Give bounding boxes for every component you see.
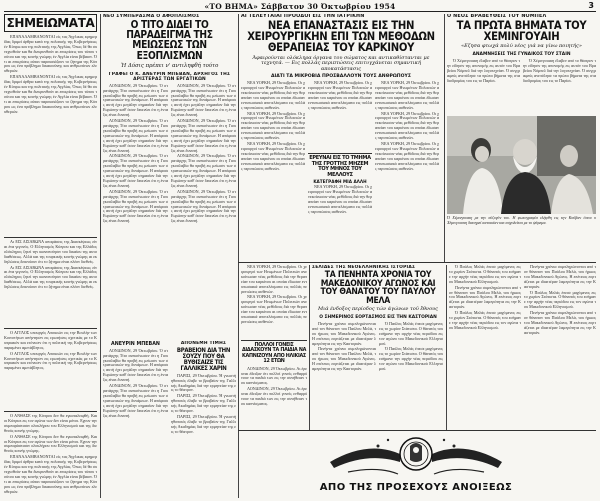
tito-headline: Ο ΤΙΤΟ ΔΙΔΕΙ ΤΟ ΠΑΡΑΔΕΙΓΜΑ ΤΗΣ ΜΕΙΩΣΕΩΣ ΤΩΝ ΕΞΟΠΛΙΣΜΩΝ bbox=[126, 20, 213, 62]
column-rule bbox=[444, 14, 445, 262]
hemingway-photo-image bbox=[447, 116, 596, 214]
hemingway-text-2: Ό Χέμινγουαιη έλαβεν από το θέατρον την είδησιν της απονομής εις αυτόν του Βραβείου Νόμπελ διά την λογοτεχνίαν. Ό συγγραφεύς ανεπόλησε τα πρώτα βήματα της σταδιοδρομίας του εις το Παρίσι. bbox=[523, 58, 596, 83]
medicine-kicker: ΑΙ ΤΕΛΕΥΤΑΙΑΙ ΠΡΟΟΔΟΙ ΕΙΣ ΤΗΝ ΙΑΤΡΙΚΗΝ bbox=[241, 14, 365, 19]
tito-kicker: ΝΕΟ ΣΥΜΠΕΡΑΣΜΑ Ο ΑΦΟΠΛΙΣΜΟΣ bbox=[103, 14, 200, 19]
smoking-text-2: ΛΟΝΔΙΝΟΝ, 29 Όκτωβρίου. Αι έρευναι έδειξαν ότι πολλοί γονείς ενθαρρύνουν τα παιδιά των εις την συνήθειαν του καπνίσματος. bbox=[241, 386, 307, 406]
notes-paragraph-1 bbox=[4, 35, 97, 235]
grotto-body bbox=[308, 185, 372, 262]
column-rule bbox=[446, 265, 447, 430]
hemingway-caption: Ό Χέμινγουαιη με την σύζυγόν του. Η φωτογραφία ελήφθη εις την Κούβαν όπου ο Χέμινγουαιη διατηρεί κατοικίαν και ασχολείται με το ψάρεμα. bbox=[447, 216, 596, 225]
section-title: ΣΗΜΕΙΩΜΑΤΑ bbox=[4, 14, 97, 32]
grotto-text-1: ΝΕΑ ΥΟΡΚΗ, 29 Όκτωβρίου. Οι χειρουργοί των Ηνωμένων Πολιτειών ανεκοίνωσαν νέας μεθόδους διά την θεραπείαν του καρκίνου αι οποίαι έδωσαν εντυπωσιακά αποτελέσματα εις πολλάς περιπτώσεις ασθενών. bbox=[308, 185, 372, 215]
bevan-byline: ΓΡΆΦΕΙ Ο Κ. ΑΝΕΥΡΙΝ ΜΠΕΒΑΝ, ΑΡΧΗΓΟΣ ΤΗΣ ΑΡΙΣΤΕΡΑΣ ΤΩΝ ΕΡΓΑΤΙΚΩΝ bbox=[108, 71, 231, 82]
divider bbox=[4, 411, 97, 412]
medicine-text-3: ΝΕΑ ΥΟΡΚΗ, 29 Όκτωβρίου. Οι χειρουργοί των Ηνωμένων Πολιτειών ανεκοίνωσαν νέας μεθόδους διά την θεραπείαν του καρκίνου αι οποίαι έδωσαν εντυπωσιακά αποτελέσματα εις πολλάς περιπτώσεις ασθενών. bbox=[241, 140, 305, 171]
medicine-body-1 bbox=[241, 81, 305, 262]
notes-text-2b: Αι ΕΙΣ ΛΙΣΑΒΩΝΑ αποφάσεις της Διασκέψεως είναι ένα γεγονός. Ο Ελληνισμός Κύπρου και της Ελλάδος ολόκληρος ζητεί την ικανοποίησιν του δικαίου της αυτοδιαθέσεως. Αλλά και της τουρκικής κοινής γνώμης αι εκδηλώσεις δεικνύουν ότι το ζήτημα είναι πλέον διεθνές. bbox=[4, 264, 97, 290]
hemingway-text-1: Ό Χέμινγουαιη έλαβεν από το θέατρον την είδησιν της απονομής εις αυτόν του Βραβείου Νόμπελ διά την λογοτεχνίαν. Ό συγγραφεύς ανεπόλησε τα πρώτα βήματα της σταδιοδρομίας του εις το Παρίσι. bbox=[447, 58, 520, 83]
medicine-text-7: ΝΕΑ ΥΟΡΚΗ, 29 Όκτωβρίου. Οι χειρουργοί των Ηνωμένων Πολιτειών ανεκοίνωσαν νέας μεθόδους διά την θεραπείαν του καρκίνου αι οποίαι έδωσαν εντυπωσιακά αποτελέσματα εις πολλάς περιπτώσεις ασθενών. bbox=[375, 140, 439, 171]
hemingway-kicker: Ο ΝΕΟΣ ΒΡΑΒΕΥΘΕΙΣ ΤΟΥ ΝΟΜΠΕΛ bbox=[447, 14, 547, 19]
award-headline: ΒΡΑΒΕΙΟΝ ΔΙΑ ΤΗΝ ΣΟΥΖΥ ΠΟΥ ΘΑ ΒΥΘΙΣΑΙΖΕ ΤΙΣ ΓΑΛΛΙΚΕΣ ΧΑΡΙΝ bbox=[176, 346, 231, 372]
bevan-signature: ΑΝΕΥΡΙΝ ΜΠΕΒΑΝ bbox=[111, 341, 160, 347]
bottom-headline: ΑΠΟ ΤΗΣ ΠΡΟΣΕΧΟΥΣ ΑΝΟΙΞΕΩΣ bbox=[319, 482, 513, 493]
masthead bbox=[4, 1, 596, 12]
medicine-headline: ΝΕΑ ΕΠΑΝΑΣΤΑΣΙΣ ΕΙΣ ΤΗΝ ΧΕΙΡΟΥΡΓΙΚΗΝ ΕΠΙ ΤΩΝ ΜΕΘΟΔΩΝ ΘΕΡΑΠΕΙΑΣ ΤΟΥ ΚΑΡΚΙΝΟΥ bbox=[247, 19, 435, 55]
grotto-subhead: ΚΑΤΕΓΡΑΦΗ ΜΙΑ ΑΛΛΗ bbox=[313, 179, 367, 185]
hemingway-photo bbox=[447, 116, 596, 214]
melas-text-7: Ό Παύλος Μελάς έπεσε μαχόμενος εις το χωρίον Στάτιστα. Ο θάνατός του εσήμανε την αρχήν νέας περιόδου εις τον αγώνα του Μακεδονικού Ελληνισμού. bbox=[449, 310, 521, 330]
medicine-text-5: ΝΕΑ ΥΟΡΚΗ, 29 Όκτωβρίου. Οι χειρουργοί των Ηνωμένων Πολιτειών ανεκοίνωσαν νέας μεθόδους διά την θεραπείαν του καρκίνου αι οποίαι έδωσαν εντυπωσιακά αποτελέσματα εις πολλάς περιπτώσεις ασθενών. bbox=[375, 81, 439, 110]
tito-text-1: ΛΟΝΔΙΝΟΝ, 29 Όκτωβρίου. Ό στρατάρχης Τίτο ανεκοίνωσεν ότι η Γιουγκοσλαβία θα προβή εις μείωσιν των στρατιωτικών της δυνάμεων. Η απόφασις αυτή έχει μεγάλην σημασίαν διά την Ευρώπην καθ' όσον δεικνύει ότι η ένταξις είναι δυνατή. bbox=[103, 83, 168, 118]
notes-paragraph-4 bbox=[4, 414, 97, 498]
hemingway-caption-box bbox=[447, 216, 596, 246]
melas-body-1 bbox=[312, 322, 376, 422]
melas-text-4: Ό Παύλος Μελάς έπεσε μαχόμενος εις το χωρίον Στάτιστα. Ο θάνατός του εσήμανε την αρχήν νέας περιόδου εις τον αγώνα του Μακεδονικού Ελληνισμού. bbox=[379, 346, 443, 372]
melas-headline: ΤΑ ΠΕΝΗΝΤΑ ΧΡΟΝΙΑ ΤΟΥ ΜΑΚΕΔΟΝΙΚΟΥ ΑΓΩΝΟΣ ΚΑΙ ΤΟΥ ΘΑΝΑΤΟΥ ΤΟΥ ΠΑΥΛΟΥ ΜΕΛΑ bbox=[320, 270, 436, 306]
notes-text-3: Ο ΑΓΓΛΟΣ υπουργός Αποικιών εις την Βουλήν των Κοινοτήτων απήντησεν εις ερωτήσεις σχετικάς με το Κυπριακόν και ετόνισεν ότι η πολιτική της Κυβερνήσεως παραμένει αμετάβλητος. bbox=[4, 331, 97, 350]
notes-text-3b: Ο ΑΓΓΛΟΣ υπουργός Αποικιών εις την Βουλήν των Κοινοτήτων απήντησεν εις ερωτήσεις σχετικάς με το Κυπριακόν και ετόνισεν ότι η πολιτική της Κυβερνήσεως παραμένει αμετάβλητος. bbox=[4, 350, 97, 371]
melas-text-9: Ό Παύλος Μελάς έπεσε μαχόμενος εις το χωρίον Στάτιστα. Ο θάνατός του εσήμανε την αρχήν νέας περιόδου εις τον αγώνα του Μακεδονικού Ελληνισμού. bbox=[524, 289, 596, 310]
medicine-deck: Άφαιρούνται ολόκληρα όργανα του σώματος και αντικαθίστανται με τεχνητά. — Εις πολλάς περιπτώσεις επιτυγχάνεται σημαντική αποκατάστασις bbox=[252, 54, 430, 72]
melas-text-2: Πενήντα χρόνια συμπληρώνονται από τον θάνατον του Παύλου Μελά, του ήρωος του Μακεδονικού Αγώνος. Η επέτειος εορτάζεται με ιδιαιτέραν λαμπρότητα εις την Καστοριάν. bbox=[312, 346, 376, 372]
tito-body-right bbox=[171, 84, 236, 339]
tito-body-left bbox=[103, 84, 168, 339]
melas-text-1: Πενήντα χρόνια συμπληρώνονται από τον θάνατον του Παύλου Μελά, του ήρωος του Μακεδονικού Αγώνος. Η επέτειος εορτάζεται με ιδιαιτέραν λαμπρότητα εις την Καστοριάν. bbox=[312, 321, 376, 346]
notes-paragraph-3 bbox=[4, 331, 97, 409]
column-tito bbox=[103, 14, 236, 498]
medicine-continued bbox=[241, 265, 307, 337]
notes-text-1: ΕΠΑΝΑΛΑΜΒΑΝΟΝΤΑΙ είς τας Άγγλικας εφημερίδας δριμεί άρθρα κατά της πολιτικής της Κυβερνήσεως έν Κύπρω και της πολιτικής της Αγγλίας. Όπως δέ θα συνεχισθούν και θα διευρυνθούν αι επικρίσεις του τύπου τούτου και της κοινής γνώμης έν Αγγλία είναι βέβαιον. Ότι αι επικρίσεις αύται παρουσιάζουν το ζήτημα της Κύπρου ως ένα πρόβλημα δικαιοσύνης και ανθρωπίνων ελευθεριών. bbox=[4, 35, 97, 74]
hemingway-byline: ΑΝΑΜΝΗΣΕΙΣ ΤΗΣ ΓΥΝΑΙΚΟΣ ΤΟΥ ΣΤΑΙΝ bbox=[472, 51, 571, 57]
medicine-text-6: ΝΕΑ ΥΟΡΚΗ, 29 Όκτωβρίου. Οι χειρουργοί των Ηνωμένων Πολιτειών ανεκοίνωσαν νέας μεθόδους διά την θεραπείαν του καρκίνου αι οποίαι έδωσαν εντυπωσιακά αποτελέσματα εις πολλάς περιπτώσεις ασθενών. bbox=[375, 110, 439, 141]
smoking-headline: ΠΟΛΛΟΙ ΓΟΝΕΙΣ ΔΙΔΑΣΚΟΥΝ ΤΑ ΠΑΙΔΙΑ ΝΑ ΚΑΠΝΙΖΟΥΝ ΑΠΟ ΗΛΙΚΙΑΣ 12 ΕΤΩΝ bbox=[241, 342, 307, 365]
medicine-text-4: ΝΕΑ ΥΟΡΚΗ, 29 Όκτωβρίου. Οι χειρουργοί των Ηνωμένων Πολιτειών ανεκοίνωσαν νέας μεθόδους διά την θεραπείαν του καρκίνου αι οποίαι έδωσαν εντυπωσιακά αποτελέσματα εις πολλάς περιπτώσεις ασθενών. bbox=[308, 81, 372, 110]
melas-text-8: Πενήντα χρόνια συμπληρώνονται από τον θάνατον του Παύλου Μελά, του ήρωος του Μακεδονικού Αγώνος. Η επέτειος εορτάζεται με ιδιαιτέραν λαμπρότητα εις την Καστοριάν. bbox=[524, 265, 596, 289]
tito-text-8: ΛΟΝΔΙΝΟΝ, 29 Όκτωβρίου. Ό στρατάρχης Τίτο ανεκοίνωσεν ότι η Γιουγκοσλαβία θα προβή εις μείωσιν των στρατιωτικών της δυνάμεων. Η απόφασις αυτή έχει μεγάλην σημασίαν διά την Ευρώπην καθ' όσον δεικνύει ότι η ένταξις είναι δυνατή. bbox=[171, 188, 236, 224]
melas-text-10: Πενήντα χρόνια συμπληρώνονται από τον θάνατον του Παύλου Μελά, του ήρωος του Μακεδονικού Αγώνος. Η επέτειος εορτάζεται με ιδιαιτέραν λαμπρότητα εις την Καστοριάν. bbox=[524, 310, 596, 335]
section-divider bbox=[238, 262, 596, 263]
hemingway-deck: «Εζησα φτωχά πολύ νέος γιά να γίνω ποιητής» bbox=[461, 43, 582, 50]
melas-text-3: Ό Παύλος Μελάς έπεσε μαχόμενος εις το χωρίον Στάτιστα. Ο θάνατός του εσήμανε την αρχήν νέας περιόδου εις τον αγώνα του Μακεδονικού Ελληνισμού. bbox=[379, 321, 443, 346]
tito-text-5: ΛΟΝΔΙΝΟΝ, 29 Όκτωβρίου. Ό στρατάρχης Τίτο ανεκοίνωσεν ότι η Γιουγκοσλαβία θα προβή εις μείωσιν των στρατιωτικών της δυνάμεων. Η απόφασις αυτή έχει μεγάλην σημασίαν διά την Ευρώπην καθ' όσον δεικνύει ότι η ένταξις είναι δυνατή. bbox=[171, 83, 236, 118]
smoking-body bbox=[241, 367, 307, 430]
notes-paragraph-2 bbox=[4, 240, 97, 326]
melas-continued bbox=[449, 265, 596, 430]
notes-text-2: Αι ΕΙΣ ΛΙΣΑΒΩΝΑ αποφάσεις της Διασκέψεως είναι ένα γεγονός. Ο Ελληνισμός Κύπρου και της Ελλάδος ολόκληρος ζητεί την ικανοποίησιν του δικαίου της αυτοδιαθέσεως. Αλλά και της τουρκικής κοινής γνώμης αι εκδηλώσεις δεικνύουν ότι το ζήτημα είναι πλέον διεθνές. bbox=[4, 240, 97, 264]
tito-text-9: ΛΟΝΔΙΝΟΝ, 29 Όκτωβρίου. Ό στρατάρχης Τίτο ανεκοίνωσεν ότι η Γιουγκοσλαβία θα προβή εις μείωσιν των στρατιωτικών της δυνάμεων. Η απόφασις αυτή έχει μεγάλην σημασίαν διά την Ευρώπην καθ' όσον δεικνύει ότι η ένταξις είναι δυνατή. bbox=[103, 348, 168, 383]
tito-text-4: ΛΟΝΔΙΝΟΝ, 29 Όκτωβρίου. Ό στρατάρχης Τίτο ανεκοίνωσεν ότι η Γιουγκοσλαβία θα προβή εις μείωσιν των στρατιωτικών της δυνάμεων. Η απόφασις αυτή έχει μεγάλην σημασίαν διά την Ευρώπην καθ' όσον δεικνύει ότι η ένταξις είναι δυνατή. bbox=[103, 188, 168, 224]
column-notes bbox=[4, 14, 97, 498]
masthead-title: «ΤΟ ΒΗΜΑ» Σάββατον 30 Όκτωβρίου 1954 bbox=[204, 2, 396, 11]
award-text-2: ΠΑΡΙΣΙ, 29 Όκτωβρίου. Ή γνωστή ηθοποιός έλαβε το βραβείον της Γαλλικής Ακαδημίας διά την ερμηνείαν της εις το θέατρον. bbox=[171, 393, 236, 414]
award-text-3: ΠΑΡΙΣΙ, 29 Όκτωβρίου. Ή γνωστή ηθοποιός έλαβε το βραβείον της Γαλλικής Ακαδημίας διά την ερμηνείαν της εις το θέατρον. bbox=[171, 414, 236, 434]
medicine-text-1: ΝΕΑ ΥΟΡΚΗ, 29 Όκτωβρίου. Οι χειρουργοί των Ηνωμένων Πολιτειών ανεκοίνωσαν νέας μεθόδους διά την θεραπείαν του καρκίνου αι οποίαι έδωσαν εντυπωσιακά αποτελέσματα εις πολλάς περιπτώσεις ασθενών. bbox=[241, 81, 305, 110]
smoking-article bbox=[241, 340, 307, 430]
melas-text-6: Πενήντα χρόνια συμπληρώνονται από τον θάνατον του Παύλου Μελά, του ήρωος του Μακεδονικού Αγώνος. Η επέτειος εορτάζεται με ιδιαιτέραν λαμπρότητα εις την Καστοριάν. bbox=[449, 284, 521, 310]
medicine-text-9: ΝΕΑ ΥΟΡΚΗ, 29 Όκτωβρίου. Οι χειρουργοί των Ηνωμένων Πολιτειών ανεκοίνωσαν νέας μεθόδους διά την θεραπείαν του καρκίνου αι οποίαι έδωσαν εντυπωσιακά αποτελέσματα εις πολλάς περιπτώσεις ασθενών. bbox=[241, 294, 307, 324]
notes-text-4: Ο ΑΝΘΑΣΕ της Κύπρου δεν θα εγκαταλειφθή. Και οι Κύπριοι εις τον αγώνα των δεν είναι μόνοι. Εχουν την συμπαράστασιν ολοκλήρου του Ελληνισμού και της διεθνούς κοινής γνώμης. bbox=[4, 414, 97, 433]
melas-byline: Ο ΣΗΜΕΡΙΝΟΣ ΕΟΡΤΑΣΜΟΣ ΕΙΣ ΤΗΝ ΚΑΣΤΟΡΙΑΝ bbox=[319, 314, 437, 320]
medicine-subhead: ΔΙΑΤΙ ΤΑ ΜΙΚΡΟΒΙΑ ΠΡΟΣΒΑΛΛΟΥΝ ΤΟΥΣ ΑΝΘΡΩΠΟΥΣ bbox=[270, 74, 412, 80]
award-text-1: ΠΑΡΙΣΙ, 29 Όκτωβρίου. Ή γνωστή ηθοποιός έλαβε το βραβείον της Γαλλικής Ακαδημίας διά την ερμηνείαν της εις το θέατρον. bbox=[171, 373, 236, 393]
melas-body-2 bbox=[379, 322, 443, 422]
medicine-body-4 bbox=[241, 265, 307, 337]
bottom-feature bbox=[238, 430, 594, 498]
tito-text-7: ΛΟΝΔΙΝΟΝ, 29 Όκτωβρίου. Ό στρατάρχης Τίτο ανεκοίνωσεν ότι η Γιουγκοσλαβία θα προβή εις μείωσιν των στρατιωτικών της δυνάμεων. Η απόφασις αυτή έχει μεγάλην σημασίαν διά την Ευρώπην καθ' όσον δεικνύει ότι η ένταξις είναι δυνατή. bbox=[171, 153, 236, 188]
divider bbox=[4, 328, 97, 329]
column-rule bbox=[309, 265, 310, 430]
column-melas bbox=[312, 265, 444, 430]
melas-body-3 bbox=[449, 265, 521, 430]
page-number: 3 bbox=[588, 1, 594, 10]
notes-text-4c: ΕΠΑΝΑΛΑΜΒΑΝΟΝΤΑΙ είς τας Άγγλικας εφημερίδας δριμεί άρθρα κατά της πολιτικής της Κυβερνήσεως έν Κύπρω και της πολιτικής της Αγγλίας. Όπως δέ θα συνεχισθούν και θα διευρυνθούν αι επικρίσεις του τύπου τούτου και της κοινής γνώμης έν Αγγλία είναι βέβαιον. Ότι αι επικρίσεις αύται παρουσιάζουν το ζήτημα της Κύπρου ως ένα πρόβλημα δικαιοσύνης και ανθρωπίνων ελευθεριών. bbox=[4, 454, 97, 494]
medicine-text-8: ΝΕΑ ΥΟΡΚΗ, 29 Όκτωβρίου. Οι χειρουργοί των Ηνωμένων Πολιτειών ανεκοίνωσαν νέας μεθόδους διά την θεραπείαν του καρκίνου αι οποίαι έδωσαν εντυπωσιακά αποτελέσματα εις πολλάς περιπτώσεις ασθενών. bbox=[241, 265, 307, 294]
melas-text-5: Ό Παύλος Μελάς έπεσε μαχόμενος εις το χωρίον Στάτιστα. Ο θάνατός του εσήμανε την αρχήν νέας περιόδου εις τον αγώνα του Μακεδονικού Ελληνισμού. bbox=[449, 265, 521, 284]
award-body bbox=[171, 374, 236, 489]
award-kicker: ΑΠΟΝΕΜΗ ΤΙΜΗΣ bbox=[180, 340, 227, 346]
hemingway-body-2 bbox=[523, 59, 596, 99]
melas-body-4 bbox=[524, 265, 596, 430]
notes-text-1b: ΕΠΑΝΑΛΑΜΒΑΝΟΝΤΑΙ είς τας Άγγλικας εφημερίδας δριμεί άρθρα κατά της πολιτικής της Κυβερνήσεως έν Κύπρω και της πολιτικής της Αγγλίας. Όπως δέ θα συνεχισθούν και θα διευρυνθούν αι επικρίσεις του τύπου τούτου και της κοινής γνώμης έν Αγγλία είναι βέβαιον. Ότι αι επικρίσεις αύται παρουσιάζουν το ζήτημα της Κύπρου ως ένα πρόβλημα δικαιοσύνης και ανθρωπίνων ελευθεριών. bbox=[4, 74, 97, 114]
tito-text-10: ΛΟΝΔΙΝΟΝ, 29 Όκτωβρίου. Ό στρατάρχης Τίτο ανεκοίνωσεν ότι η Γιουγκοσλαβία θα προβή εις μείωσιν των στρατιωτικών της δυνάμεων. Η απόφασις αυτή έχει μεγάλην σημασίαν διά την Ευρώπην καθ' όσον δεικνύει ότι η ένταξις είναι δυνατή. bbox=[103, 383, 168, 418]
column-medicine bbox=[241, 14, 441, 262]
tito-text-6: ΛΟΝΔΙΝΟΝ, 29 Όκτωβρίου. Ό στρατάρχης Τίτο ανεκοίνωσεν ότι η Γιουγκοσλαβία θα προβή εις μείωσιν των στρατιωτικών της δυνάμεων. Η απόφασις αυτή έχει μεγάλην σημασίαν διά την Ευρώπην καθ' όσον δεικνύει ότι η ένταξις είναι δυνατή. bbox=[171, 118, 236, 153]
tito-text-2: ΛΟΝΔΙΝΟΝ, 29 Όκτωβρίου. Ό στρατάρχης Τίτο ανεκοίνωσεν ότι η Γιουγκοσλαβία θα προβή εις μείωσιν των στρατιωτικών της δυνάμεων. Η απόφασις αυτή έχει μεγάλην σημασίαν διά την Ευρώπην καθ' όσον δεικνύει ότι η ένταξις είναι δυνατή. bbox=[103, 118, 168, 153]
smoking-text-1: ΛΟΝΔΙΝΟΝ, 29 Όκτωβρίου. Αι έρευναι έδειξαν ότι πολλοί γονείς ενθαρρύνουν τα παιδιά των εις την συνήθειαν του καπνίσματος. bbox=[241, 366, 307, 386]
column-rule bbox=[100, 14, 101, 498]
hemingway-headline: ΤΑ ΠΡΩΤΑ ΒΗΜΑΤΑ ΤΟΥ ΧΕΜΙΝΓΟΥΑΙΗ bbox=[456, 19, 587, 44]
tito-text-3: ΛΟΝΔΙΝΟΝ, 29 Όκτωβρίου. Ό στρατάρχης Τίτο ανεκοίνωσεν ότι η Γιουγκοσλαβία θα προβή εις μείωσιν των στρατιωτικών της δυνάμεων. Η απόφασις αυτή έχει μεγάλην σημασίαν διά την Ευρώπην καθ' όσον δεικνύει ότι η ένταξις είναι δυνατή. bbox=[103, 153, 168, 188]
melas-kicker: ΣΕΛΙΔΕΣ ΤΗΣ ΝΕΟΕΛΛΗΝΙΚΗΣ ΙΣΤΟΡΙΑΣ bbox=[312, 265, 416, 270]
melas-deck: Μιά ένδοξος περίοδος τών άγώνων τοῦ ἔθνους bbox=[318, 306, 438, 313]
divider bbox=[4, 237, 97, 238]
ornament-emblem-icon bbox=[238, 432, 594, 480]
tito-body-continued bbox=[103, 349, 168, 491]
medicine-body-3 bbox=[375, 81, 439, 262]
medicine-body-2 bbox=[308, 81, 372, 151]
medicine-text-2: ΝΕΑ ΥΟΡΚΗ, 29 Όκτωβρίου. Οι χειρουργοί των Ηνωμένων Πολιτειών ανεκοίνωσαν νέας μεθόδους διά την θεραπείαν του καρκίνου αι οποίαι έδωσαν εντυπωσιακά αποτελέσματα εις πολλάς περιπτώσεις ασθενών. bbox=[241, 110, 305, 141]
column-rule bbox=[238, 14, 239, 498]
tito-deck: Ή Δύσις πρέπει ν' αντιληφθή τούτο bbox=[120, 62, 219, 69]
notes-text-4b: Ο ΑΝΘΑΣΕ της Κύπρου δεν θα εγκαταλειφθή. Και οι Κύπριοι εις τον αγώνα των δεν είναι μόνοι. Εχουν την συμπαράστασιν ολοκλήρου του Ελληνισμού και της διεθνούς κοινής γνώμης. bbox=[4, 433, 97, 454]
grotto-headline: ΕΡΕΥΝΑΙ ΕΙΣ ΤΟ ΤΜΗΜΑ ΤΗΣ ΓΡΟΤΤΗΣ ΜΗΖΕΜ ΤΟΥ ΜΗΝΟΣ ΤΟΥ ΜΕΛΛΟΥΣ bbox=[309, 155, 371, 178]
hemingway-body-1 bbox=[447, 59, 520, 99]
